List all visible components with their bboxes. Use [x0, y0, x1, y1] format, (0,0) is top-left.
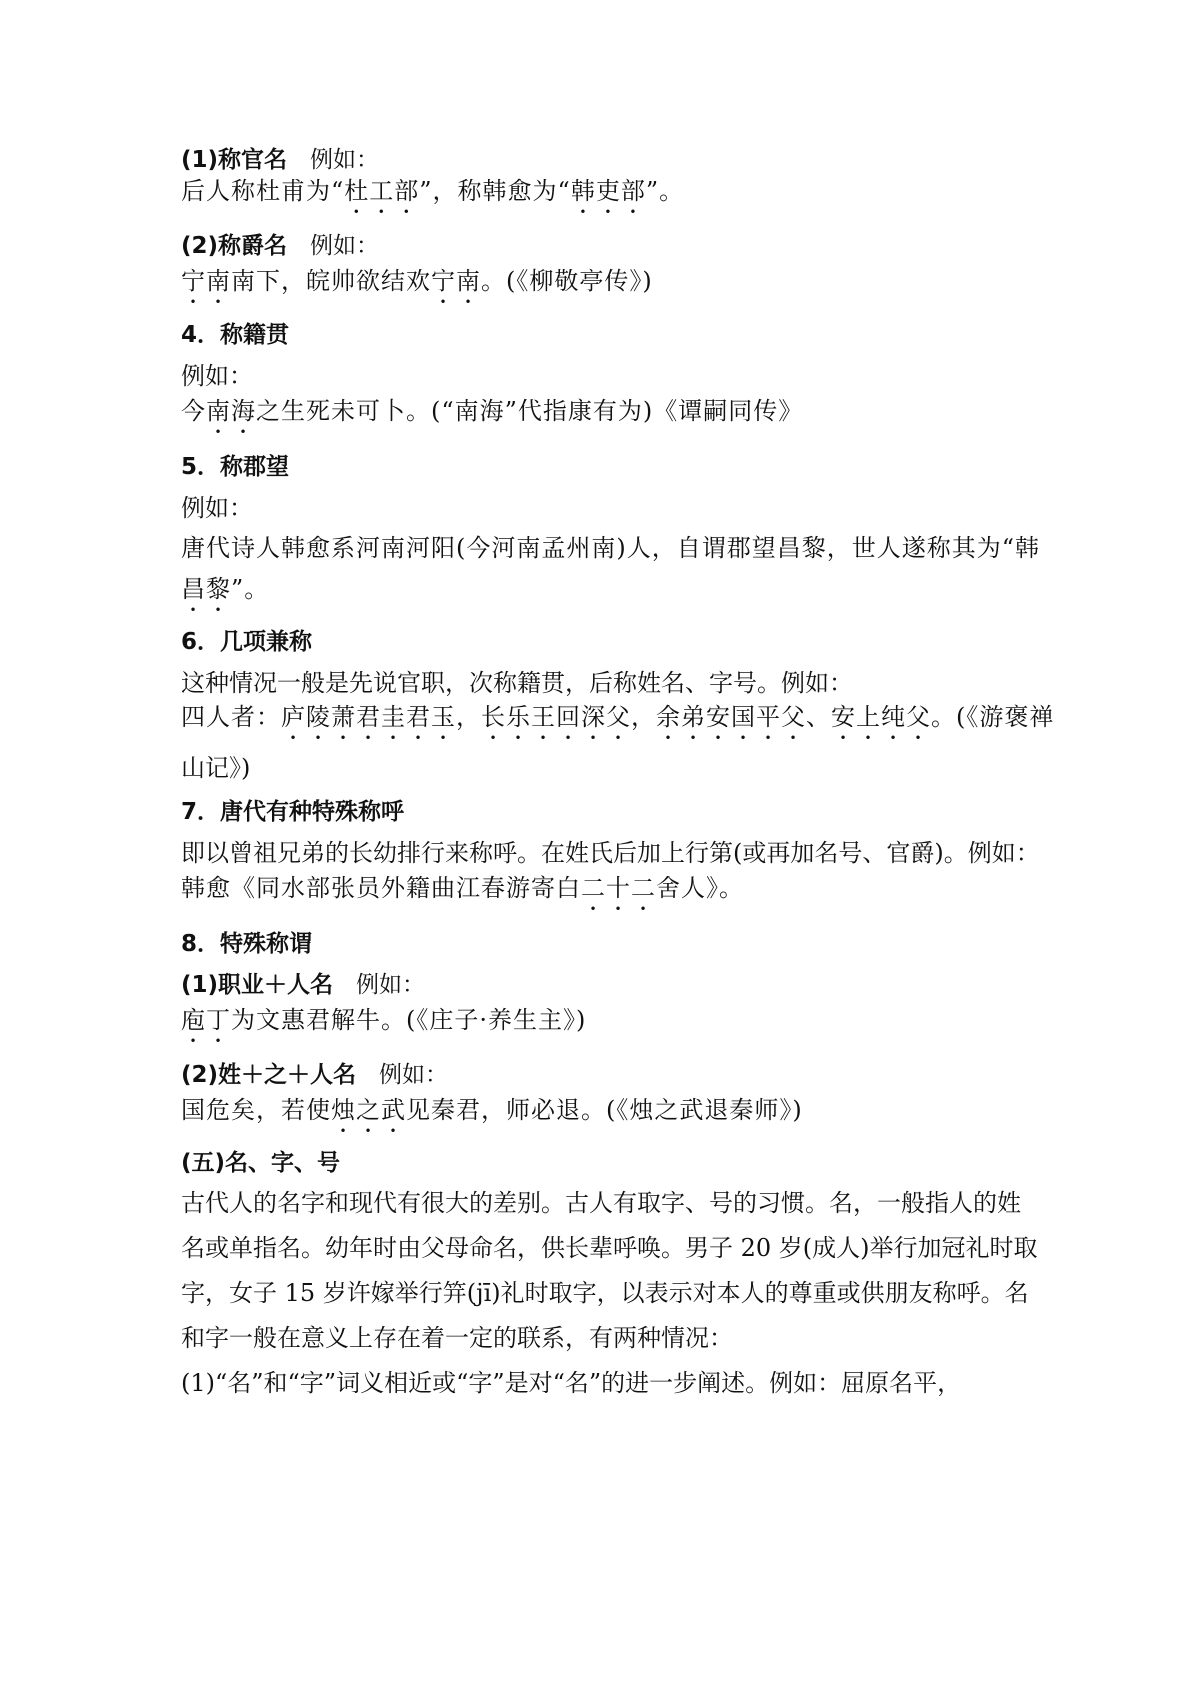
text-segment: ，: [631, 703, 656, 731]
text-line: [181, 1186, 1021, 1220]
text-segment: 例如：: [287, 147, 380, 173]
text-segment: ”。: [231, 575, 270, 603]
emphasized-term: 余弟安国平父: [656, 703, 806, 731]
example-line: [181, 572, 269, 617]
text-segment: (五)名、字、号: [181, 1150, 341, 1176]
text-segment: 古代人的名字和现代有很大的差别。古人有取字、号的习惯。名，一般指人的姓: [181, 1189, 1021, 1217]
text-line: [181, 491, 253, 525]
text-segment: (2)称爵名: [181, 233, 288, 259]
text-segment: (2)姓＋之＋人名: [181, 1062, 357, 1088]
text-segment: 见秦君，师必退。(《烛之武退秦师》): [406, 1096, 803, 1124]
emphasized-term: 南海: [206, 397, 256, 425]
text-segment: 5．称郡望: [181, 454, 290, 480]
text-segment: 。(《柳敬亭传》): [481, 267, 653, 295]
text-segment: 韩愈《同水部张员外籍曲江春游寄白: [181, 874, 581, 902]
text-segment: 例如：: [333, 972, 426, 998]
text-segment: 舍人》。: [656, 874, 744, 902]
emphasized-term: 庖丁: [181, 1006, 231, 1034]
text-line: [181, 751, 250, 785]
example-line: [181, 174, 684, 219]
emphasized-term: 韩吏部: [570, 177, 646, 205]
text-segment: 4．称籍贯: [181, 322, 290, 348]
text-segment: 这种情况一般是先说官职，次称籍贯，后称姓名、字号。例如：: [181, 669, 853, 697]
text-line: [181, 1321, 733, 1355]
heading-line: [181, 450, 289, 484]
heading-line: [181, 927, 312, 961]
text-segment: ”。: [645, 177, 685, 205]
text-segment: 6．几项兼称: [181, 629, 313, 655]
text-line: [181, 666, 853, 700]
example-line: [181, 700, 1055, 745]
emphasized-term: 安上纯父: [831, 703, 931, 731]
text-segment: 四人者：: [181, 703, 281, 731]
text-line: [181, 1231, 1038, 1265]
emphasized-term: 昌黎: [181, 575, 231, 603]
heading-line: [181, 795, 404, 829]
emphasized-term: 烛之武: [331, 1096, 406, 1124]
example-line: [181, 871, 744, 916]
emphasized-term: 杜工部: [344, 177, 420, 205]
text-line: [181, 836, 1040, 870]
text-segment: ”，称韩愈为“: [419, 177, 571, 205]
text-segment: 、: [806, 703, 831, 731]
example-line: [181, 1003, 586, 1048]
example-line: [181, 531, 1040, 565]
emphasized-term: 宁南: [431, 267, 481, 295]
text-segment: 后人称杜甫为“: [181, 177, 345, 205]
text-segment: 名或单指名。幼年时由父母命名，供长辈呼唤。男子 20 岁(成人)举行加冠礼时取: [181, 1234, 1038, 1262]
text-segment: 山记》): [181, 754, 251, 782]
emphasized-term: 二十二: [581, 874, 656, 902]
text-line: [181, 1366, 962, 1400]
example-line: [181, 1093, 803, 1138]
text-segment: 和字一般在意义上存在着一定的联系，有两种情况：: [181, 1324, 733, 1352]
heading-line: [181, 1146, 340, 1180]
text-segment: 。(《游褒禅: [931, 703, 1055, 731]
text-segment: 例如：: [181, 362, 253, 390]
example-line: [181, 394, 803, 439]
text-segment: 字，女子 15 岁许嫁举行笄(jī)礼时取字，以表示对本人的尊重或供朋友称呼。名: [181, 1279, 1029, 1307]
text-segment: 例如：: [356, 1062, 449, 1088]
emphasized-term: 宁南: [181, 267, 231, 295]
text-line: [181, 359, 253, 393]
text-segment: (1)称官名: [181, 147, 288, 173]
emphasized-term: 长乐王回深父: [481, 703, 631, 731]
text-segment: (1)“名”和“字”词义相近或“字”是对“名”的进一步阐述。例如：屈原名平，: [181, 1369, 962, 1397]
text-segment: 今: [181, 397, 206, 425]
text-segment: 8．特殊称谓: [181, 931, 313, 957]
text-segment: 国危矣，若使: [181, 1096, 331, 1124]
text-segment: 南下，皖帅欲结欢: [231, 267, 431, 295]
text-segment: 即以曾祖兄弟的长幼排行来称呼。在姓氏后加上行第(或再加名号、官爵)。例如：: [181, 839, 1040, 867]
heading-line: [181, 318, 289, 352]
heading-line: [181, 143, 379, 177]
heading-line: [181, 968, 425, 1002]
example-line: [181, 264, 653, 309]
text-segment: 唐代诗人韩愈系河南河阳(今河南孟州南)人，自谓郡望昌黎，世人遂称其为“韩: [181, 534, 1040, 562]
text-line: [181, 1276, 1029, 1310]
heading-line: [181, 625, 312, 659]
text-segment: 例如：: [181, 494, 253, 522]
emphasized-term: 庐陵萧君圭君玉: [281, 703, 456, 731]
heading-line: [181, 1058, 448, 1092]
heading-line: [181, 229, 379, 263]
text-segment: (1)职业＋人名: [181, 972, 334, 998]
text-segment: 之生死未可卜。(“南海”代指康有为)《谭嗣同传》: [256, 397, 804, 425]
text-segment: ，: [456, 703, 481, 731]
text-segment: 为文惠君解牛。(《庄子·养生主》): [231, 1006, 587, 1034]
text-segment: 7．唐代有种特殊称呼: [181, 799, 405, 825]
text-segment: 例如：: [287, 233, 380, 259]
